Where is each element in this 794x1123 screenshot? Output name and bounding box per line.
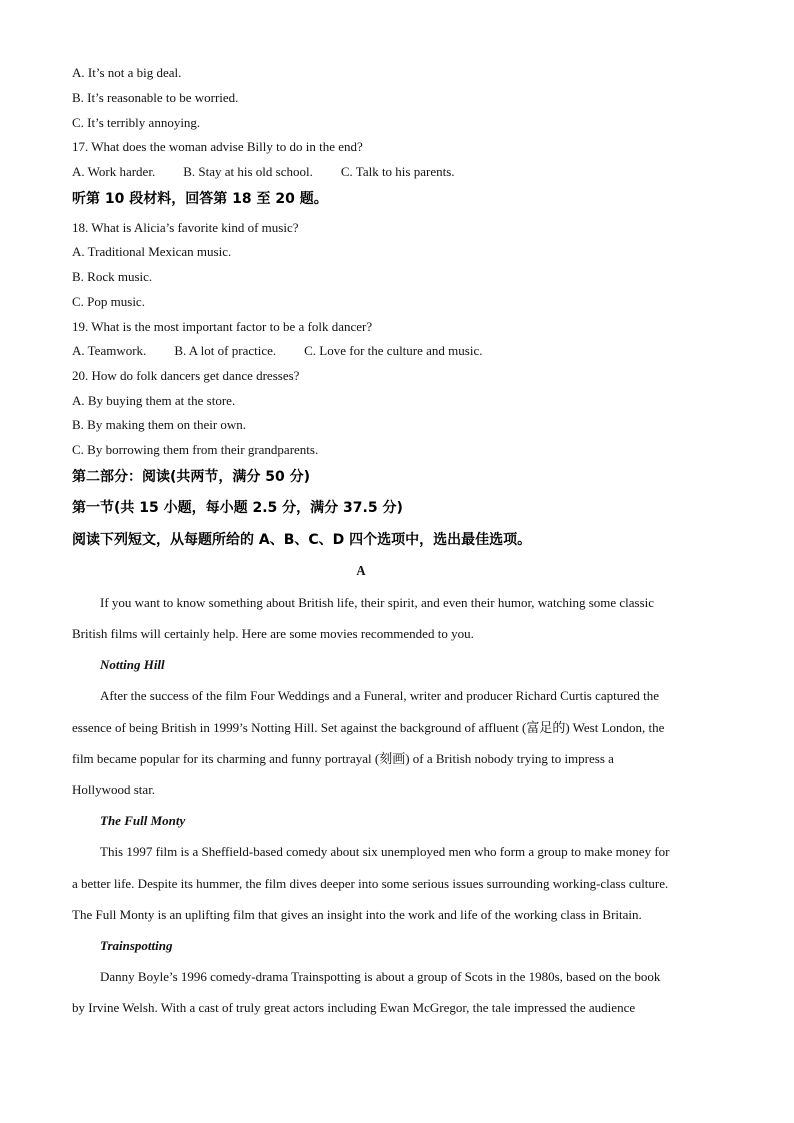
- q19-options: [72, 342, 510, 360]
- section10-heading: 听第 10 段材料，回答第 18 至 20 题。: [72, 191, 328, 207]
- film1-line-3: film became popular for its charming and funny portrayal (刻画) of a British nobody trying to impress a: [72, 751, 614, 766]
- q17-option-c: C. Talk to his parents.: [340, 164, 455, 179]
- film2-line-3: The Full Monty is an uplifting film that gives an insight into the work and life of the working class in Britain.: [72, 907, 642, 922]
- q19-option-a: A. Teamwork.: [72, 343, 147, 358]
- q20-option-a: A. By buying them at the store.: [72, 393, 236, 408]
- film-title-full-monty: The Full Monty: [100, 813, 186, 828]
- film-title-trainspotting: Trainspotting: [100, 938, 173, 953]
- q17-option-a: A. Work harder.: [72, 164, 156, 179]
- part2-heading: 第二部分：阅读(共两节，满分 50 分): [72, 469, 311, 485]
- film-title-notting-hill: Notting Hill: [100, 657, 165, 672]
- q19-option-c: C. Love for the culture and music.: [304, 343, 483, 358]
- q18-option-b: B. Rock music.: [72, 269, 153, 284]
- intro-line-2: British films will certainly help. Here are some movies recommended to you.: [72, 626, 474, 641]
- reading-instruction: 阅读下列短文，从每题所给的 A、B、C、D 四个选项中，选出最佳选项。: [72, 532, 532, 548]
- q17-question: 17. What does the woman advise Billy to do in the end?: [72, 139, 363, 154]
- q20-option-c: C. By borrowing them from their grandparents.: [72, 442, 319, 457]
- film2-line-1: This 1997 film is a Sheffield-based comedy about six unemployed men who form a group to make money for: [100, 844, 670, 859]
- film3-line-2: by Irvine Welsh. With a cast of truly great actors including Ewan McGregor, the tale impressed the audience: [72, 1000, 636, 1015]
- intro-line-1: If you want to know something about British life, their spirit, and even their humor, watching some classic: [100, 595, 655, 610]
- q18-option-a: A. Traditional Mexican music.: [72, 244, 232, 259]
- q17-option-b: B. Stay at his old school.: [183, 164, 313, 179]
- q18-option-c: C. Pop music.: [72, 294, 145, 309]
- film1-line-2: essence of being British in 1999’s Notting Hill. Set against the background of affluent (富足的) West London, the: [72, 720, 665, 735]
- q19-question: 19. What is the most important factor to be a folk dancer?: [72, 319, 373, 334]
- q16-option-a: A. It’s not a big deal.: [72, 65, 182, 80]
- passage-label: A: [356, 564, 366, 579]
- q19-option-b: B. A lot of practice.: [174, 343, 277, 358]
- film2-line-2: a better life. Despite its hummer, the film dives deeper into some serious issues surrounding working-class culture.: [72, 876, 669, 891]
- q18-question: 18. What is Alicia’s favorite kind of music?: [72, 220, 299, 235]
- film3-line-1: Danny Boyle’s 1996 comedy-drama Trainspotting is about a group of Scots in the 1980s, based on the book: [100, 969, 661, 984]
- section1-heading: 第一节(共 15 小题，每小题 2.5 分，满分 37.5 分): [72, 500, 403, 516]
- q20-option-b: B. By making them on their own.: [72, 417, 247, 432]
- q20-question: 20. How do folk dancers get dance dresses?: [72, 368, 300, 383]
- q17-options: [72, 163, 483, 181]
- film1-line-1: After the success of the film Four Weddings and a Funeral, writer and producer Richard Curtis captured the: [100, 688, 659, 703]
- q16-option-c: C. It’s terribly annoying.: [72, 115, 201, 130]
- q16-option-b: B. It’s reasonable to be worried.: [72, 90, 239, 105]
- film1-line-4: Hollywood star.: [72, 782, 156, 797]
